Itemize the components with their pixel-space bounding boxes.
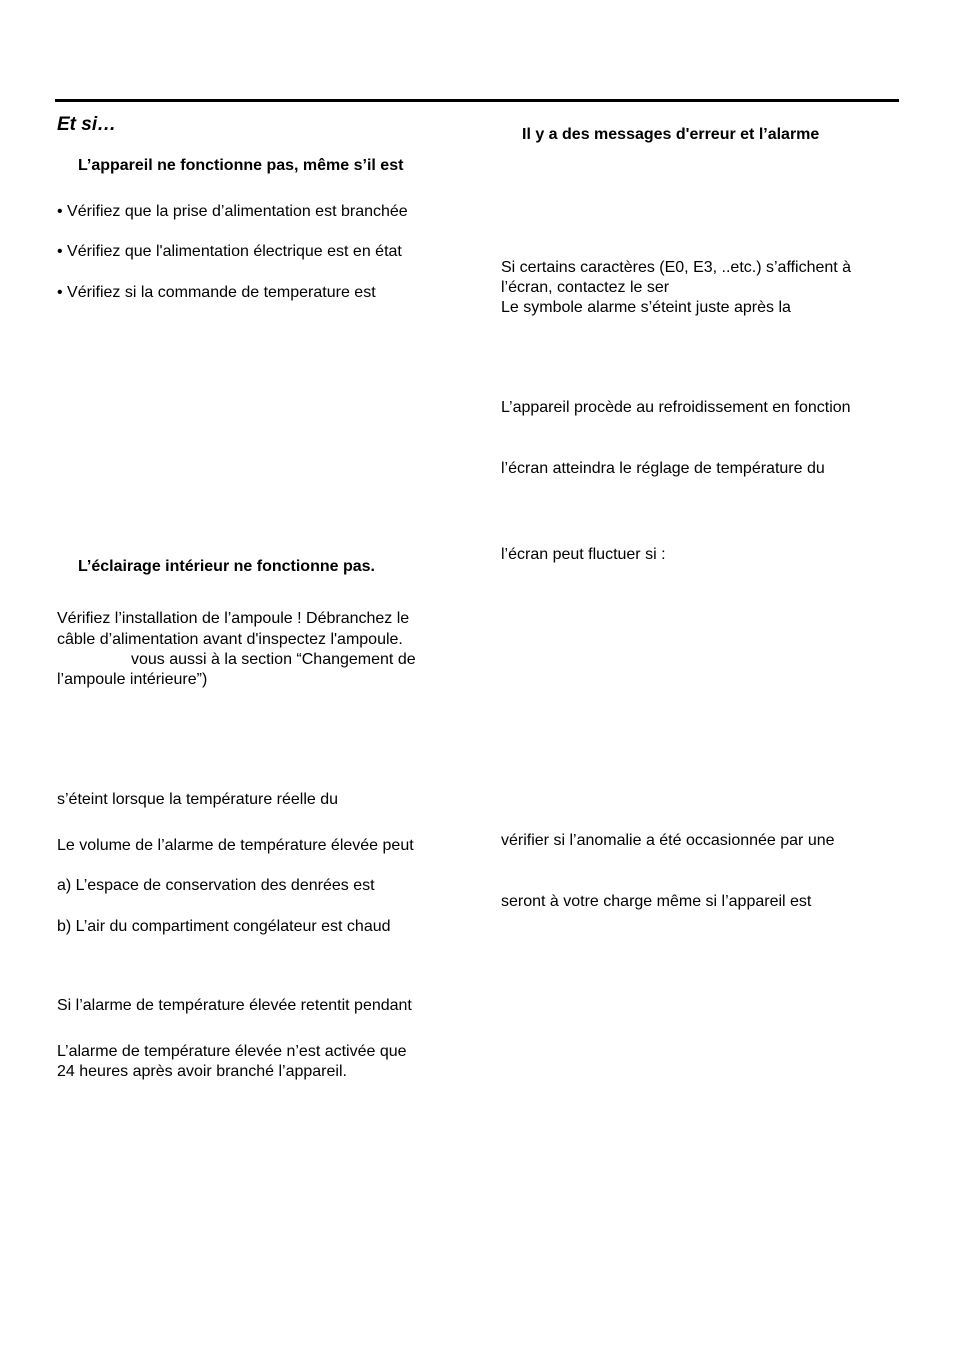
error-text-line-2: l’écran, contactez le ser bbox=[501, 279, 670, 296]
lamp-text-line-2: câble d’alimentation avant d'inspectez l'ampoule. bbox=[57, 631, 403, 648]
text-alarm-activated-1: L’alarme de température élevée n’est activée que bbox=[57, 1043, 407, 1060]
text-verify-anomaly: vérifier si l’anomalie a été occasionnée par une bbox=[501, 832, 835, 849]
lamp-text-line-4: l’ampoule intérieure”) bbox=[57, 671, 208, 688]
bullet-temperature-control: • Vérifiez si la commande de temperature est bbox=[57, 284, 376, 301]
error-text-line-3: Le symbole alarme s’éteint juste après la bbox=[501, 299, 791, 316]
bullet-plug: • Vérifiez que la prise d’alimentation est branchée bbox=[57, 203, 408, 220]
heading-interior-light: L’éclairage intérieur ne fonctionne pas. bbox=[78, 558, 375, 575]
text-display-setting: l’écran atteindra le réglage de température du bbox=[501, 460, 825, 477]
error-text-line-1: Si certains caractères (E0, E3, ..etc.) s’affichent à bbox=[501, 259, 852, 276]
heading-not-working: L’appareil ne fonctionne pas, même s’il est bbox=[78, 157, 404, 174]
text-item-b: b) L’air du compartiment congélateur est chaud bbox=[57, 918, 391, 935]
heading-error-messages: Il y a des messages d'erreur et l’alarme bbox=[522, 126, 820, 143]
text-eteint: s’éteint lorsque la température réelle du bbox=[57, 791, 339, 808]
bullet-power: • Vérifiez que l'alimentation électrique est en état bbox=[57, 243, 402, 260]
lamp-text-line-3: vous aussi à la section “Changement de bbox=[131, 651, 416, 668]
text-at-your-charge: seront à votre charge même si l’appareil est bbox=[501, 893, 812, 910]
text-cooling: L’appareil procède au refroidissement en fonction bbox=[501, 399, 851, 416]
page-title: Et si… bbox=[57, 114, 117, 135]
header-rule bbox=[55, 99, 899, 102]
text-display-fluctuate: l’écran peut fluctuer si : bbox=[501, 546, 666, 563]
text-alarm-rings: Si l’alarme de température élevée retentit pendant bbox=[57, 997, 412, 1014]
text-item-a: a) L’espace de conservation des denrées est bbox=[57, 877, 375, 894]
text-alarm-volume: Le volume de l’alarme de température élevée peut bbox=[57, 837, 414, 854]
lamp-text-line-1: Vérifiez l’installation de l’ampoule ! Débranchez le bbox=[57, 610, 410, 627]
text-alarm-activated-2: 24 heures après avoir branché l’appareil. bbox=[57, 1063, 347, 1080]
